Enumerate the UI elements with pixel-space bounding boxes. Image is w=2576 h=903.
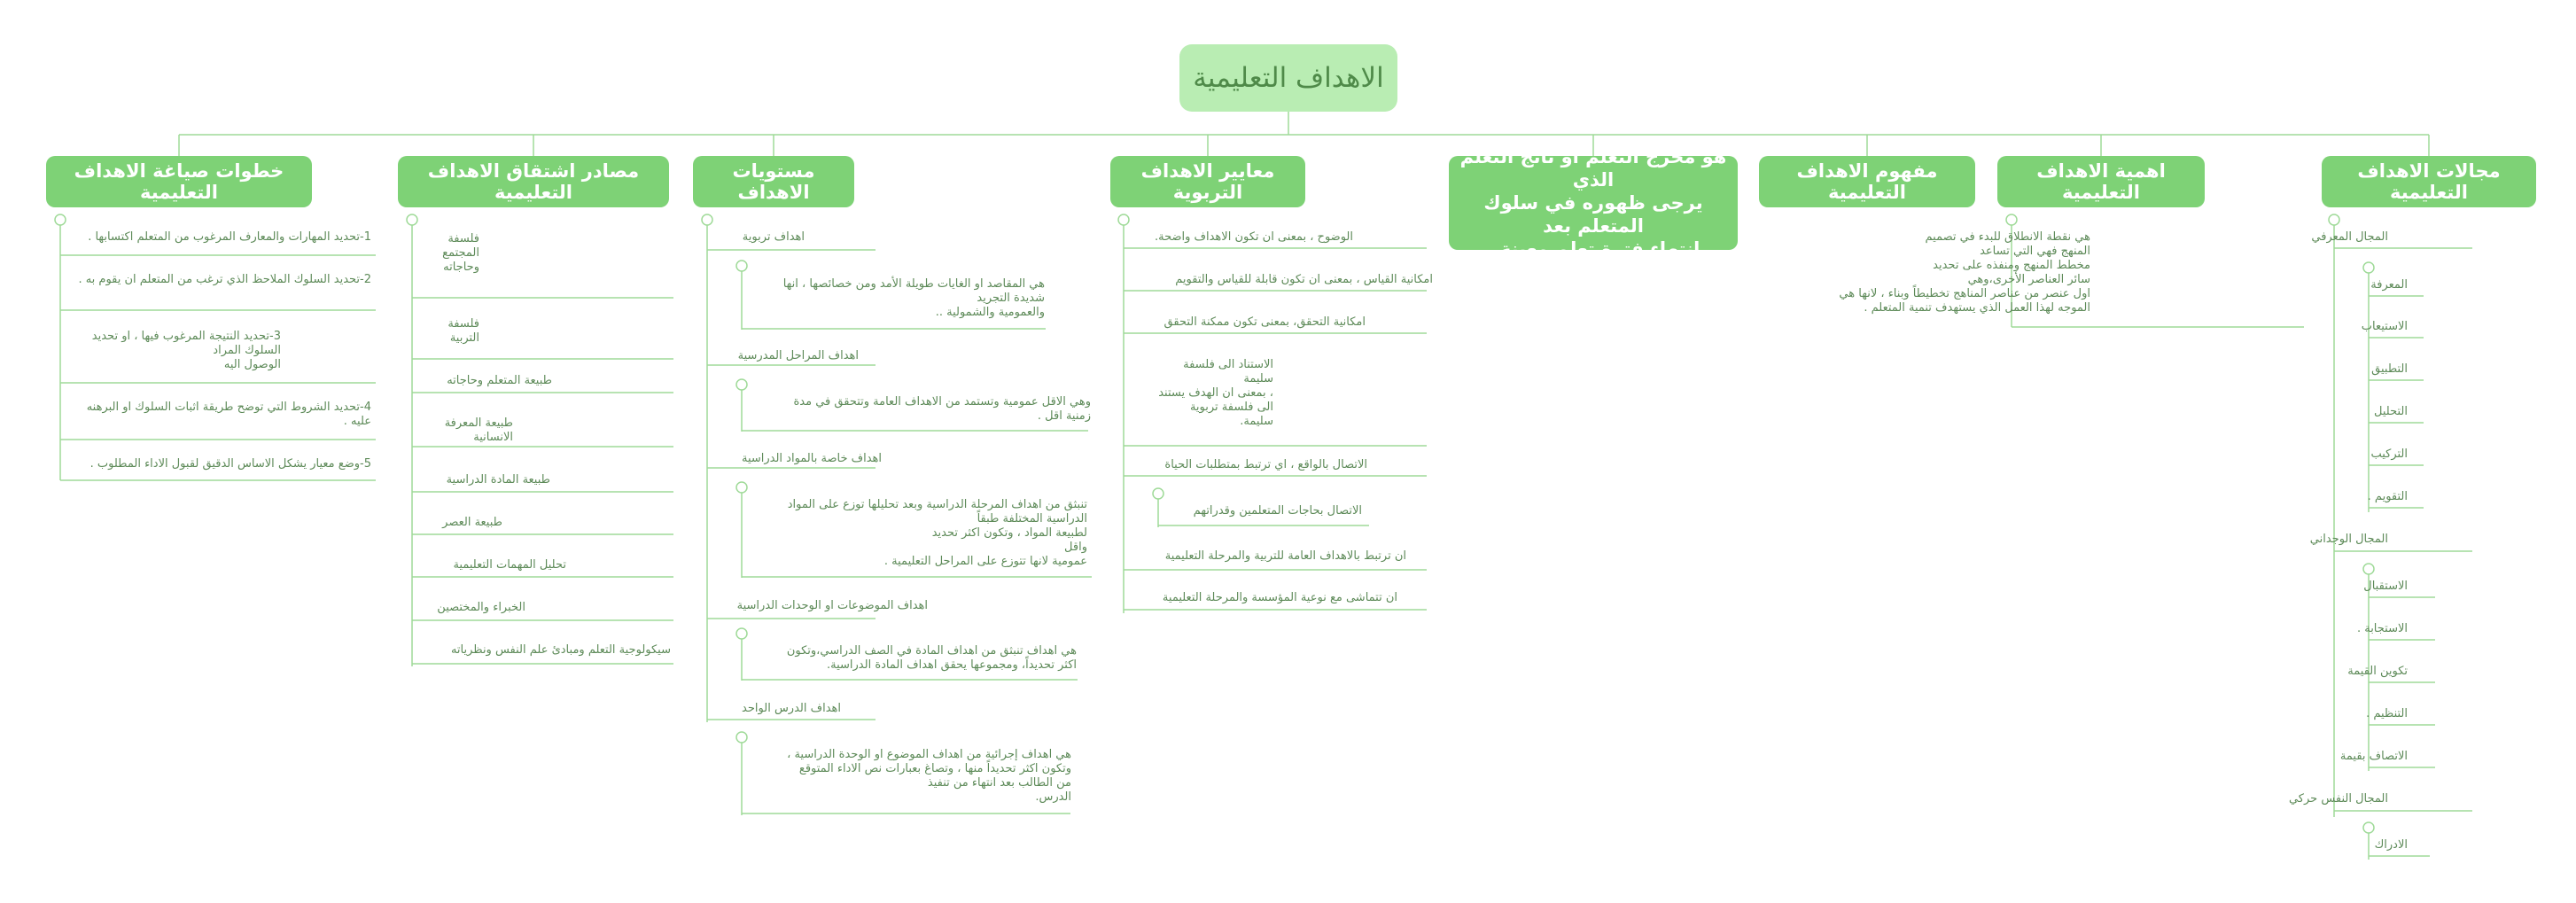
level-heading[interactable]: اهداف المراحل المدرسية (737, 349, 859, 362)
level-desc[interactable]: وهي الاقل عمومية وتستمد من الاهداف العامة وتتحقق في مدة زمنية اقل . (793, 395, 1091, 423)
collapse-handle-icon[interactable] (2363, 564, 2374, 574)
source-item[interactable]: تحليل المهمات التعليمية (453, 558, 566, 572)
criteria-item[interactable]: الاتصال بحاجات المتعلمين وقدراتهم (1193, 504, 1362, 518)
domain-item[interactable]: التركيب (2370, 448, 2408, 461)
collapse-handle-icon[interactable] (736, 379, 747, 390)
source-item[interactable]: فلسفة التربية (447, 317, 479, 345)
branch-importance[interactable] (1997, 156, 2205, 207)
collapse-handle-icon[interactable] (736, 628, 747, 639)
criteria-item[interactable]: الاتصال بالواقع ، اي ترتبط بمتطلبات الحياة (1164, 458, 1367, 471)
level-desc[interactable]: هي المقاصد او الغايات طويلة الأمد ومن خصائصها ، انها شديدة التجريد والعمومية والشمولية .. (782, 277, 1045, 319)
criteria-item[interactable]: امكانية التحقق، بمعنى تكون ممكنة التحقق (1163, 315, 1366, 329)
collapse-handle-icon[interactable] (2363, 262, 2374, 273)
source-item[interactable]: طبيعة المادة الدراسية (446, 473, 550, 487)
source-item[interactable]: طبيعة المعرفة الانسانية (444, 416, 513, 444)
root-node[interactable] (1179, 44, 1397, 112)
source-item[interactable]: طبيعة العصر (442, 516, 502, 529)
branch-sources-label: مصادر اشتقاق الاهداف التعليمية (427, 160, 640, 203)
branch-importance-label: اهمية الاهداف التعليمية (2036, 160, 2166, 203)
source-item[interactable]: طبيعة المتعلم وحاجاته (447, 374, 552, 387)
domain-item[interactable]: المجال الوجداني (2309, 533, 2388, 546)
domain-item[interactable]: التنظيم . (2366, 707, 2408, 720)
criteria-item[interactable]: امكانية القياس ، بمعنى ان تكون قابلة للقياس والتقويم (1175, 273, 1433, 286)
branch-domains-label: مجالات الاهداف التعليمية (2357, 160, 2501, 203)
step-item[interactable]: 3-تحديد النتيجة المرغوب فيها ، او تحديد السلوك المراد الوصول اليه (91, 330, 281, 371)
branch-definition[interactable] (1449, 146, 1738, 260)
source-item[interactable]: سيكولوجية التعلم ومبادئ علم النفس ونظرياته (450, 643, 671, 657)
domain-item[interactable]: الاستقبال (2363, 580, 2408, 593)
domain-item[interactable]: تكوين القيمة (2347, 665, 2408, 678)
branch-sources[interactable] (398, 156, 669, 207)
branch-levels-label: مستويات الاهداف (732, 160, 815, 203)
collapse-handle-icon[interactable] (2363, 822, 2374, 833)
branch-concept-label: مفهوم الاهداف التعليمية (1796, 160, 1938, 203)
level-heading[interactable]: اهداف الموضوعات او الوحدات الدراسية (736, 599, 928, 612)
domain-item[interactable]: الاستجابة . (2356, 622, 2408, 635)
level-desc[interactable]: هي اهداف تنبثق من اهداف المادة في الصف الدراسي،وتكون اكثر تحديداً، ومجموعها يحقق اهداف المادة الدراسية. (786, 644, 1077, 672)
collapse-handle-icon[interactable] (2006, 214, 2017, 225)
level-desc[interactable]: تنبثق من اهداف المرحلة الدراسية وبعد تحليلها توزع على المواد الدراسية المختلفة طبقاً لطبيعة المواد ، وتكون اكثر تحديد واقل عمومية لانها تتوزع على المراحل التعليمية . (787, 498, 1087, 568)
collapse-handle-icon[interactable] (736, 732, 747, 743)
collapse-handle-icon[interactable] (1118, 214, 1129, 225)
level-desc[interactable]: هي اهداف إجرائية من اهداف الموضوع او الوحدة الدراسية ، وتكون اكثر تحديداً منها ، وتصاغ بعبارات نص الاداء المتوقع من الطالب بعد انتهاء من تنفيذ الدرس. (787, 748, 1071, 804)
branch-domains[interactable] (2322, 156, 2536, 207)
importance-text[interactable]: هي نقطة الانطلاق للبدء في تصميم المنهج فهي التي تساعد مخطط المنهج ومنفذه على تحديد سائر العناصر الأخرى،وهي اول عنصر من عناصر المناهج تخطيطاً وبناء ، لانها هي الموجه لهذا العمل الذي يستهدف تنمية المتعلم . (1839, 230, 2090, 315)
branch-steps-label: خطوات صياغة الاهداف التعليمية (74, 160, 284, 203)
domain-item[interactable]: المعرفة (2370, 278, 2408, 292)
domain-item[interactable]: المجال النفس حركي (2288, 792, 2388, 806)
domain-item[interactable]: المجال المعرفي (2311, 230, 2388, 244)
step-item[interactable]: 2-تحديد السلوك الملاحظ الذي ترغب من المتعلم ان يقوم به . (78, 273, 371, 286)
collapse-handle-icon[interactable] (736, 261, 747, 271)
source-item[interactable]: الخبراء والمختصين (437, 601, 525, 614)
collapse-handle-icon[interactable] (407, 214, 417, 225)
step-item[interactable]: 4-تحديد الشروط التي توضح طريقة اثبات السلوك او البرهنه عليه . (86, 401, 371, 428)
collapse-handle-icon[interactable] (702, 214, 712, 225)
criteria-item[interactable]: ان ترتبط بالاهداف العامة للتربية والمرحلة التعليمية (1164, 549, 1406, 563)
domain-item[interactable]: الاتصاف بقيمة (2339, 750, 2408, 763)
collapse-handle-icon[interactable] (1153, 488, 1163, 499)
level-heading[interactable]: اهداف الدرس الواحد (742, 702, 841, 715)
domain-item[interactable]: التحليل (2374, 405, 2408, 418)
collapse-handle-icon[interactable] (2329, 214, 2339, 225)
branch-definition-label: هو مخرج التعلم او ناتج التعلم الذي يرجى ظهوره في سلوك المتعلم بعد انتهاء فترة تعلم معينة . (1459, 146, 1727, 260)
branch-steps[interactable] (46, 156, 312, 207)
branch-criteria-label: معايير الاهداف التربوية (1140, 160, 1275, 203)
criteria-item[interactable]: الاستناد الى فلسفة سليمة ، بمعنى ان الهدف يستند الى فلسفة تربوية سليمة. (1158, 358, 1273, 428)
domain-item[interactable]: التقويم . (2367, 490, 2408, 503)
branch-concept[interactable] (1759, 156, 1975, 207)
domain-item[interactable]: الاستيعاب (2361, 320, 2408, 333)
step-item[interactable]: 5-وضع معيار يشكل الاساس الدقيق لقبول الاداء المطلوب . (89, 457, 371, 471)
collapse-handle-icon[interactable] (55, 214, 66, 225)
source-item[interactable]: فلسفة المجتمع وحاجاته (442, 232, 479, 274)
step-item[interactable]: 1-تحديد المهارات والمعارف المرغوب من المتعلم اكتسابها . (88, 230, 371, 244)
level-heading[interactable]: اهداف تربوية (742, 230, 805, 244)
domain-item[interactable]: الادراك (2374, 838, 2408, 852)
domain-item[interactable]: التطبيق (2371, 362, 2408, 376)
branch-criteria[interactable] (1110, 156, 1305, 207)
level-heading[interactable]: اهداف خاصة بالمواد الدراسية (741, 452, 882, 465)
criteria-item[interactable]: الوضوح ، بمعنى ان تكون الاهداف واضحة. (1154, 230, 1353, 244)
root-label: الاهداف التعليمية (1193, 62, 1384, 94)
branch-levels[interactable] (693, 156, 854, 207)
collapse-handle-icon[interactable] (736, 482, 747, 493)
criteria-item[interactable]: ان تتماشى مع نوعية المؤسسة والمرحلة التعليمية (1162, 591, 1397, 604)
